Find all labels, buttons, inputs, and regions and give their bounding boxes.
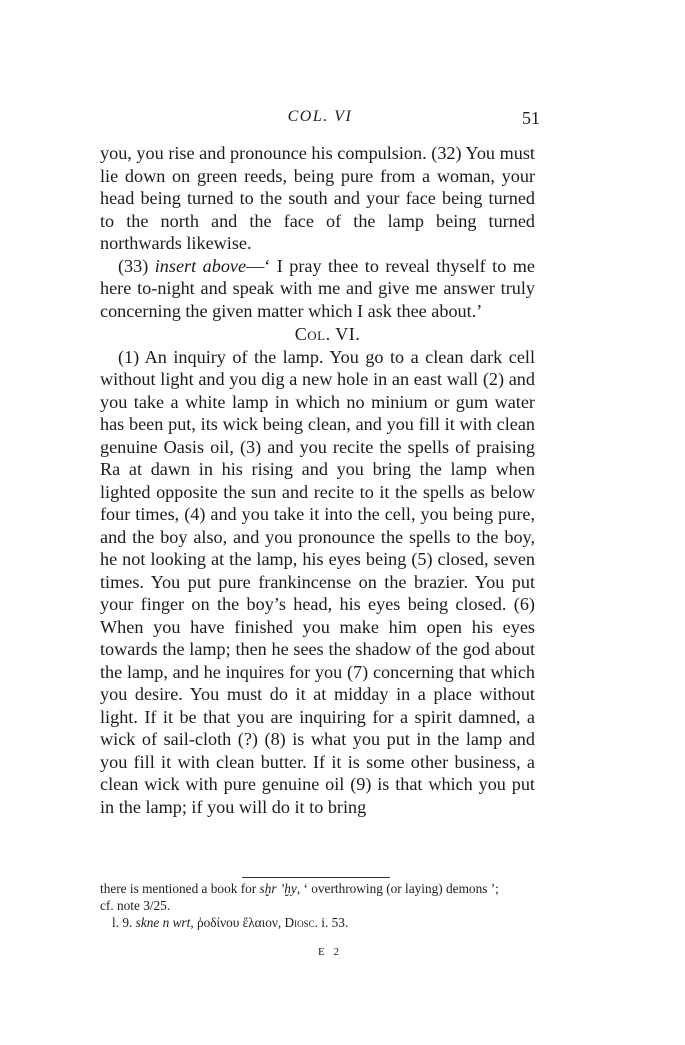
footnotes: [100, 880, 540, 931]
footnote-3-line-ref: l. 9.: [112, 915, 136, 930]
running-head: COL. VI: [287, 108, 353, 125]
footnote-3-source: Diosc.: [284, 915, 318, 930]
main-text: [100, 142, 535, 818]
insert-above-italic: insert above: [154, 255, 247, 276]
footnote-1-transliteration: sḫr ’ḫy: [259, 881, 297, 896]
footnote-2: cf. note 3/25.: [100, 898, 171, 913]
paragraph-lamp-inquiry: (1) An inquiry of the lamp. You go to a clean dark cell without light and you dig a new hole in an east wall (2) and you take a white lamp in which no minium or gum water has been put, its wick being clean, and you fill it with clean genuine Oasis oil, (3) and you recite the spells of praising Ra at dawn in his rising and you bring the lamp when lighted opposite the sun and recite to it the spells as below four times, (4) and you take it into the cell, you being pure, and the boy also, and you pronounce the spells to the boy, he not looking at the lamp, his eyes being (5) closed, seven times. You put pure frankincense on the brazier. You put your finger on the boy’s head, his eyes being closed. (6) When you have finished you make him open his eyes towards the lamp; then he sees the shadow of the god about the lamp, and he inquires for you (7) concerning that which you desire. You must do it at midday in a place without light. If it be that you are inquiring for a spirit damned, a wick of sail-cloth (?) (8) is what you put in the lamp and you fill it with clean butter. If it is some other business, a clean wick with pure genuine oil (9) is that which you put in the lamp; if you will do it to bring: [100, 346, 535, 817]
line-number-33: (33): [118, 255, 155, 276]
footnote-divider: [242, 877, 390, 878]
footnote-3-citation: i. 53.: [317, 915, 349, 930]
paragraph-continuation: you, you rise and pronounce his compulsion. (32) You must lie down on green reeds, being pure from a woman, your head being turned to the south and your face being turned to the north and the face of the lamp being turned northwards likewise.: [100, 143, 535, 253]
column-heading-number: . VI.: [325, 324, 361, 344]
footnote-1-text: there is mentioned a book for: [100, 881, 260, 896]
column-heading-initial: C: [294, 324, 308, 344]
footnote-3-transliteration: skne n wrt: [135, 915, 191, 930]
paragraph-insert-above: [100, 255, 535, 323]
column-heading: [100, 323, 535, 346]
footnote-1-gloss: , ‘ overthrowing (or laying) demons ’;: [296, 881, 499, 896]
printer-signature: E 2: [318, 946, 342, 958]
footnote-1: [100, 880, 540, 897]
footnote-3-greek: , ῥοδίνου ἔλαιον,: [190, 915, 285, 930]
page-header: [100, 108, 540, 132]
column-heading-smallcaps: ol: [307, 324, 326, 344]
prayer-text: —‘ I pray thee to reveal thyself to me here to-night and speak with me and give me answer truly concerning the given matter which I ask thee about.’: [100, 255, 535, 321]
page-number: 51: [522, 108, 540, 128]
footnote-3: [100, 914, 540, 931]
